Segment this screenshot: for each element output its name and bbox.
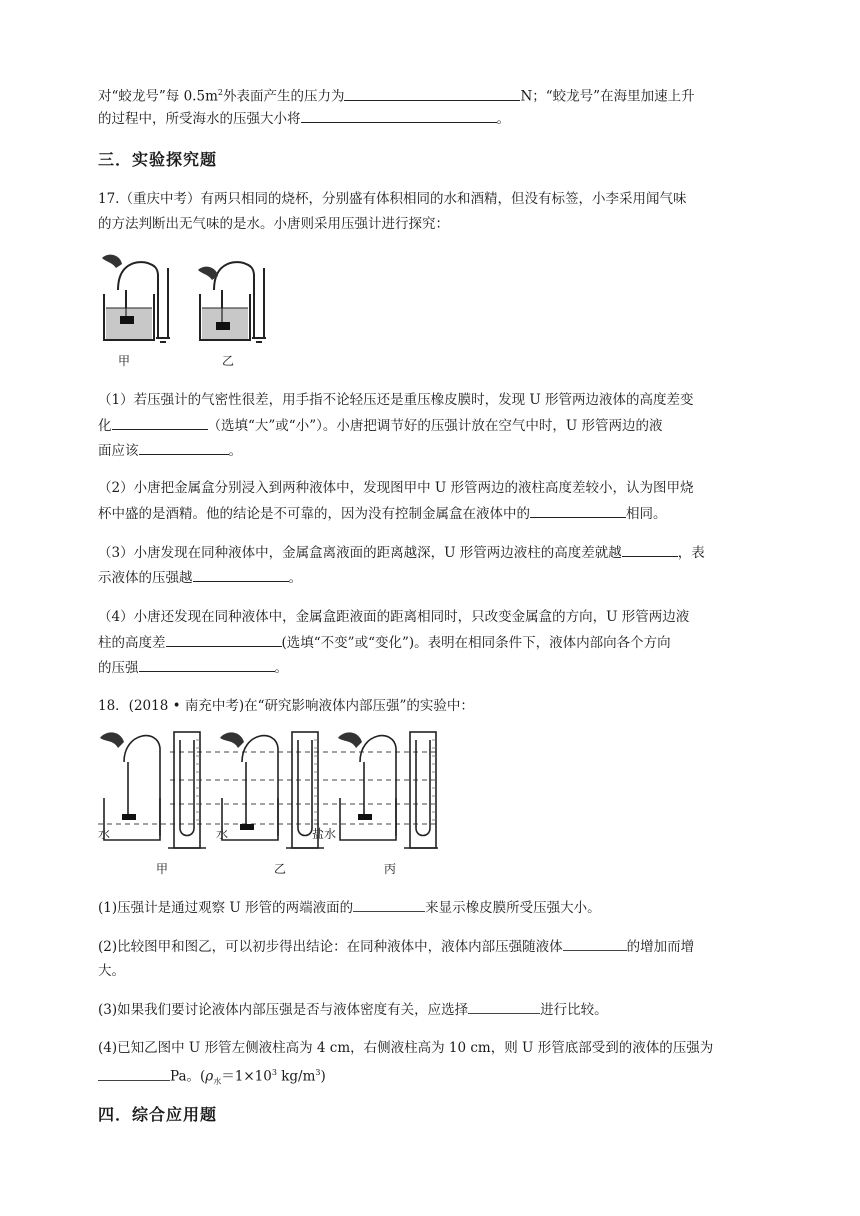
liquid-label: 水 [98, 827, 111, 841]
text-line: Pa。($\rho_水=1\times 10^3$ $kg/m^3$) [98, 1062, 326, 1093]
section-heading: 三．实验探究题 [98, 150, 218, 169]
figure-pressure-gauges-q18 [98, 728, 440, 856]
section-heading: 四．综合应用题 [98, 1105, 218, 1124]
figure-label: 甲 [156, 862, 169, 876]
text-line: 化 （选填“大”或“小”）。小唐把调节好的压强计放在空气中时，U 形管两边的液 [98, 414, 663, 437]
text-line: (2)比较图甲和图乙，可以初步得出结论：在同种液体中，液体内部压强随液体 的增加而增 [98, 935, 694, 958]
answer-blank[interactable] [353, 896, 425, 912]
answer-blank[interactable] [112, 414, 208, 430]
question-text: （2）小唐把金属盒分别浸入到两种液体中，发现图甲中 U 形管两边的液柱高度差较小，认为图甲烧 [98, 480, 694, 496]
answer-blank[interactable] [622, 541, 678, 557]
figure-label: 丙 [384, 862, 397, 876]
text-line: 对“蛟龙号”每 $0.5m^2$外表面产生的压力为 N；“蛟龙号”在海里加速上升 [98, 82, 695, 108]
text-line: 面应该 。 [98, 439, 242, 462]
question-text: 17.（重庆中考）有两只相同的烧杯，分别盛有体积相同的水和酒精，但没有标签，小李采用闻气味 [98, 191, 687, 207]
question-text: （1）若压强计的气密性很差，用手指不论轻压还是重压橡皮膜时，发现 U 形管两边液体的高度差变 [98, 392, 694, 408]
question-text: 的方法判断出无气味的是水。小唐则采用压强计进行探究： [98, 216, 449, 232]
text-line: 柱的高度差 (选填“不变”或“变化”)。表明在相同条件下，液体内部向各个方向 [98, 631, 671, 654]
text-line: 示液体的压强越 。 [98, 566, 302, 589]
answer-blank[interactable] [139, 439, 229, 455]
text-line: （3）小唐发现在同种液体中，金属盒离液面的距离越深，U 形管两边液柱的高度差就越 ，表 [98, 541, 705, 564]
answer-blank[interactable] [98, 1065, 170, 1081]
question-text: 18．(2018 • 南充中考)在“研究影响液体内部压强”的实验中： [98, 698, 474, 714]
figure-label: 甲 [118, 354, 131, 368]
text-line: 的过程中，所受海水的压强大小将 。 [98, 107, 510, 130]
figure-label: 乙 [222, 354, 235, 368]
answer-blank[interactable] [530, 502, 626, 518]
text-line: 大。 [98, 963, 125, 979]
question-text: (4)已知乙图中 U 形管左侧液柱高为 4 cm，右侧液柱高为 10 cm，则 U 形管底部受到的液体的压强为 [98, 1040, 714, 1056]
text-line: (3)如果我们要讨论液体内部压强是否与液体密度有关，应选择 进行比较。 [98, 998, 608, 1021]
liquid-label: 盐水 [312, 827, 337, 841]
answer-blank[interactable] [563, 935, 627, 951]
text-line: 的压强 。 [98, 656, 288, 679]
text-line: (1)压强计是通过观察 U 形管的两端液面的 来显示橡皮膜所受压强大小。 [98, 896, 601, 919]
answer-blank[interactable] [301, 107, 497, 123]
answer-blank[interactable] [139, 656, 275, 672]
question-text: （4）小唐还发现在同种液体中，金属盒距液面的距离相同时，只改变金属盒的方向，U 形管两边液 [98, 609, 690, 625]
liquid-label: 水 [216, 827, 229, 841]
answer-blank[interactable] [468, 998, 540, 1014]
answer-blank[interactable] [166, 631, 282, 647]
text-line: 杯中盛的是酒精。他的结论是不可靠的，因为没有控制金属盒在液体中的 相同。 [98, 502, 667, 525]
answer-blank[interactable] [193, 566, 289, 582]
answer-blank[interactable] [344, 85, 520, 101]
figure-label: 乙 [274, 862, 287, 876]
